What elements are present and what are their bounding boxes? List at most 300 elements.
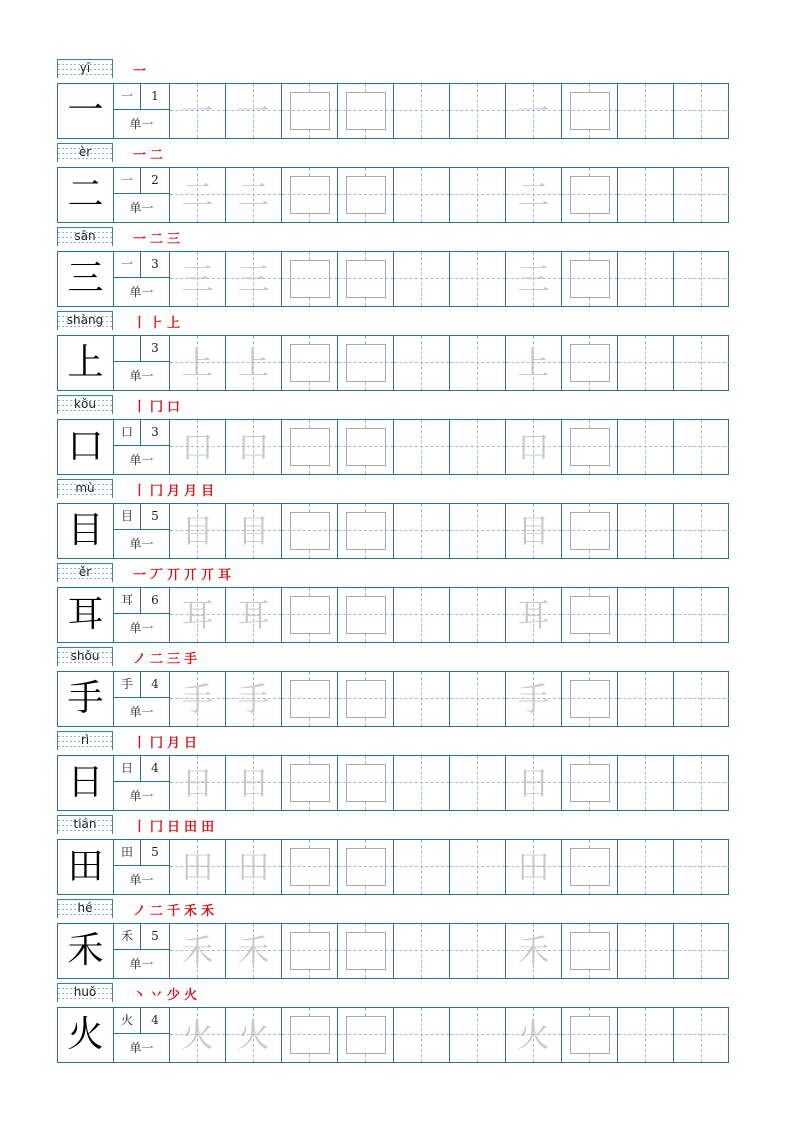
blank-cell	[618, 756, 674, 810]
writing-grid	[57, 83, 729, 139]
blank-cell	[674, 588, 730, 642]
main-character-cell	[58, 504, 114, 558]
trace-cell	[226, 504, 282, 558]
writing-grid	[57, 335, 729, 391]
blank-cell	[394, 1008, 450, 1062]
pinyin-text: tián	[73, 817, 97, 831]
trace-character: 火	[237, 1016, 270, 1054]
trace-character: 手	[517, 680, 550, 718]
writing-box	[290, 596, 330, 634]
trace-character: 一	[237, 92, 270, 130]
box-cell	[338, 336, 394, 390]
structure-label: 单一	[129, 537, 154, 551]
stroke-step: 丨	[133, 316, 147, 331]
trace-character: 上	[237, 344, 270, 382]
trace-cell	[170, 252, 226, 306]
info-cell	[114, 672, 170, 726]
writing-box	[570, 428, 610, 466]
stroke-step: 三	[167, 232, 181, 247]
pinyin-text: mù	[75, 481, 95, 495]
pinyin-box	[57, 647, 113, 666]
blank-cell	[618, 252, 674, 306]
main-character-cell	[58, 1008, 114, 1062]
stroke-count: 3	[141, 252, 169, 278]
box-cell	[562, 420, 618, 474]
writing-box	[290, 680, 330, 718]
main-character: 上	[67, 342, 104, 383]
main-character: 日	[67, 762, 104, 803]
stroke-step: 二	[150, 904, 164, 919]
character-row	[57, 644, 729, 728]
structure-label: 单一	[129, 369, 154, 383]
box-cell	[282, 588, 338, 642]
blank-cell	[674, 252, 730, 306]
trace-cell	[226, 168, 282, 222]
stroke-order	[133, 732, 197, 752]
writing-box	[290, 176, 330, 214]
writing-grid	[57, 251, 729, 307]
writing-box	[290, 848, 330, 886]
stroke-count: 3	[141, 420, 169, 446]
character-row	[57, 56, 729, 140]
stroke-order	[133, 228, 180, 248]
trace-character: 上	[181, 344, 214, 382]
trace-character: 禾	[517, 932, 550, 970]
main-character-cell	[58, 924, 114, 978]
stroke-step: 月	[184, 484, 198, 499]
main-character-cell	[58, 336, 114, 390]
trace-cell	[170, 588, 226, 642]
blank-cell	[450, 504, 506, 558]
writing-box	[570, 176, 610, 214]
trace-cell	[506, 84, 562, 138]
box-cell	[282, 420, 338, 474]
writing-grid	[57, 503, 729, 559]
stroke-step: ⺊	[150, 316, 164, 331]
blank-cell	[618, 504, 674, 558]
stroke-order	[133, 984, 197, 1004]
writing-box	[346, 428, 386, 466]
trace-character: 禾	[237, 932, 270, 970]
stroke-step: 丨	[133, 820, 147, 835]
trace-character: 田	[517, 848, 550, 886]
trace-cell	[170, 840, 226, 894]
radical: 日	[114, 756, 141, 782]
writing-box	[346, 512, 386, 550]
stroke-step: 禾	[184, 904, 198, 919]
box-cell	[562, 756, 618, 810]
writing-box	[570, 764, 610, 802]
box-cell	[338, 420, 394, 474]
trace-cell	[226, 840, 282, 894]
blank-cell	[450, 756, 506, 810]
blank-cell	[450, 672, 506, 726]
trace-character: 火	[181, 1016, 214, 1054]
trace-character: 三	[181, 260, 214, 298]
info-cell	[114, 84, 170, 138]
blank-cell	[674, 924, 730, 978]
character-row	[57, 140, 729, 224]
trace-cell	[506, 588, 562, 642]
stroke-step: 冂	[150, 820, 164, 835]
trace-character: 上	[517, 344, 550, 382]
main-character-cell	[58, 756, 114, 810]
stroke-step: 一	[133, 232, 147, 247]
stroke-step: 禾	[201, 904, 215, 919]
writing-box	[346, 92, 386, 130]
writing-box	[346, 680, 386, 718]
info-cell	[114, 168, 170, 222]
stroke-step: 上	[167, 316, 181, 331]
radical: 田	[114, 840, 141, 866]
trace-cell	[170, 924, 226, 978]
writing-grid	[57, 755, 729, 811]
writing-grid	[57, 167, 729, 223]
box-cell	[562, 504, 618, 558]
stroke-step: 丨	[133, 736, 147, 751]
trace-cell	[170, 672, 226, 726]
structure-label: 单一	[129, 705, 154, 719]
stroke-step: 丨	[133, 400, 147, 415]
box-cell	[282, 84, 338, 138]
box-cell	[562, 1008, 618, 1062]
main-character: 口	[67, 426, 104, 467]
stroke-step: 三	[167, 652, 181, 667]
character-row	[57, 896, 729, 980]
box-cell	[338, 168, 394, 222]
blank-cell	[394, 924, 450, 978]
writing-box	[570, 260, 610, 298]
stroke-step: 丷	[150, 988, 164, 1003]
stroke-step: 丌	[201, 568, 215, 583]
trace-character: 口	[181, 428, 214, 466]
trace-character: 口	[517, 428, 550, 466]
main-character-cell	[58, 252, 114, 306]
trace-cell	[506, 756, 562, 810]
box-cell	[562, 588, 618, 642]
blank-cell	[618, 1008, 674, 1062]
stroke-step: 千	[167, 904, 181, 919]
writing-box	[570, 680, 610, 718]
stroke-step: 口	[167, 400, 181, 415]
trace-character: 三	[517, 260, 550, 298]
stroke-step: 二	[150, 652, 164, 667]
trace-character: 一	[181, 92, 214, 130]
stroke-step: 丨	[133, 484, 147, 499]
stroke-step: ノ	[133, 652, 147, 667]
stroke-step: 月	[167, 484, 181, 499]
stroke-step: 冂	[150, 736, 164, 751]
stroke-step: 田	[184, 820, 198, 835]
trace-character: 田	[237, 848, 270, 886]
stroke-step: 丌	[184, 568, 198, 583]
pinyin-text: sān	[74, 229, 96, 243]
structure-label: 单一	[129, 453, 154, 467]
blank-cell	[618, 336, 674, 390]
pinyin-box	[57, 899, 113, 918]
writing-box	[346, 1016, 386, 1054]
blank-cell	[394, 672, 450, 726]
main-character: 三	[67, 258, 104, 299]
trace-cell	[226, 1008, 282, 1062]
trace-cell	[506, 252, 562, 306]
stroke-count: 6	[141, 588, 169, 614]
blank-cell	[394, 168, 450, 222]
box-cell	[338, 672, 394, 726]
box-cell	[282, 168, 338, 222]
trace-cell	[226, 672, 282, 726]
blank-cell	[450, 168, 506, 222]
main-character: 二	[67, 174, 104, 215]
info-cell	[114, 504, 170, 558]
writing-box	[290, 932, 330, 970]
stroke-step: 目	[201, 484, 215, 499]
stroke-count: 3	[141, 336, 169, 362]
stroke-count: 5	[141, 840, 169, 866]
blank-cell	[674, 84, 730, 138]
box-cell	[282, 252, 338, 306]
pinyin-text: èr	[78, 145, 92, 159]
box-cell	[282, 336, 338, 390]
blank-cell	[450, 84, 506, 138]
structure-label: 单一	[129, 117, 154, 131]
trace-character: 目	[181, 512, 214, 550]
trace-character: 日	[237, 764, 270, 802]
pinyin-box	[57, 227, 113, 246]
trace-character: 耳	[517, 596, 550, 634]
writing-box	[290, 92, 330, 130]
blank-cell	[394, 504, 450, 558]
pinyin-text: huǒ	[73, 985, 97, 999]
structure-label: 单一	[129, 873, 154, 887]
stroke-step: 少	[167, 988, 181, 1003]
character-row	[57, 812, 729, 896]
writing-grid	[57, 419, 729, 475]
blank-cell	[450, 588, 506, 642]
pinyin-text: kǒu	[74, 397, 96, 411]
info-cell	[114, 840, 170, 894]
box-cell	[282, 672, 338, 726]
stroke-order	[133, 900, 214, 920]
writing-grid	[57, 671, 729, 727]
radical: 一	[114, 252, 141, 278]
box-cell	[338, 924, 394, 978]
box-cell	[338, 504, 394, 558]
trace-character: 手	[181, 680, 214, 718]
blank-cell	[450, 252, 506, 306]
box-cell	[282, 504, 338, 558]
writing-box	[346, 932, 386, 970]
box-cell	[338, 756, 394, 810]
box-cell	[562, 336, 618, 390]
writing-box	[290, 1016, 330, 1054]
stroke-count: 4	[141, 1008, 169, 1034]
writing-grid	[57, 923, 729, 979]
box-cell	[338, 84, 394, 138]
trace-cell	[170, 1008, 226, 1062]
box-cell	[282, 840, 338, 894]
writing-box	[570, 848, 610, 886]
trace-cell	[226, 588, 282, 642]
stroke-step: 一	[133, 568, 147, 583]
radical: 禾	[114, 924, 141, 950]
stroke-order	[133, 60, 146, 80]
writing-grid	[57, 587, 729, 643]
blank-cell	[618, 840, 674, 894]
pinyin-text: yī	[79, 61, 91, 75]
trace-cell	[506, 672, 562, 726]
trace-character: 日	[181, 764, 214, 802]
stroke-step: 田	[201, 820, 215, 835]
structure-label: 单一	[129, 957, 154, 971]
stroke-count: 5	[141, 504, 169, 530]
blank-cell	[674, 504, 730, 558]
character-row	[57, 560, 729, 644]
writing-box	[290, 764, 330, 802]
trace-character: 二	[181, 176, 214, 214]
pinyin-box	[57, 563, 113, 582]
box-cell	[338, 840, 394, 894]
character-row	[57, 224, 729, 308]
trace-character: 耳	[181, 596, 214, 634]
stroke-order	[133, 564, 231, 584]
pinyin-text: ěr	[78, 565, 92, 579]
box-cell	[562, 168, 618, 222]
stroke-step: 一	[133, 64, 147, 79]
blank-cell	[450, 840, 506, 894]
trace-cell	[226, 756, 282, 810]
main-character: 耳	[67, 594, 104, 635]
stroke-step: 日	[184, 736, 198, 751]
trace-cell	[506, 840, 562, 894]
trace-character: 日	[517, 764, 550, 802]
character-row	[57, 476, 729, 560]
trace-cell	[506, 420, 562, 474]
trace-cell	[506, 1008, 562, 1062]
radical: 一	[114, 168, 141, 194]
writing-box	[570, 92, 610, 130]
box-cell	[338, 1008, 394, 1062]
box-cell	[338, 588, 394, 642]
structure-label: 单一	[129, 789, 154, 803]
character-row	[57, 728, 729, 812]
trace-character: 田	[181, 848, 214, 886]
stroke-count: 4	[141, 672, 169, 698]
trace-character: 二	[517, 176, 550, 214]
main-character: 手	[67, 678, 104, 719]
stroke-step: 丆	[150, 568, 164, 583]
radical: 目	[114, 504, 141, 530]
structure-label: 单一	[129, 621, 154, 635]
main-character: 田	[67, 846, 104, 887]
trace-cell	[170, 336, 226, 390]
blank-cell	[394, 84, 450, 138]
box-cell	[282, 924, 338, 978]
blank-cell	[674, 672, 730, 726]
trace-cell	[170, 420, 226, 474]
box-cell	[282, 756, 338, 810]
trace-cell	[226, 336, 282, 390]
trace-cell	[170, 168, 226, 222]
writing-box	[290, 260, 330, 298]
blank-cell	[618, 588, 674, 642]
writing-box	[290, 344, 330, 382]
pinyin-box	[57, 59, 113, 78]
stroke-count: 5	[141, 924, 169, 950]
info-cell	[114, 420, 170, 474]
trace-cell	[226, 420, 282, 474]
box-cell	[338, 252, 394, 306]
blank-cell	[618, 672, 674, 726]
writing-box	[290, 428, 330, 466]
stroke-order	[133, 144, 163, 164]
stroke-step: 一	[133, 148, 147, 163]
info-cell	[114, 924, 170, 978]
trace-character: 目	[237, 512, 270, 550]
box-cell	[562, 84, 618, 138]
blank-cell	[450, 924, 506, 978]
writing-grid	[57, 1007, 729, 1063]
stroke-step: 耳	[218, 568, 232, 583]
stroke-count: 1	[141, 84, 169, 110]
structure-label: 单一	[129, 285, 154, 299]
main-character: 禾	[67, 930, 104, 971]
blank-cell	[450, 420, 506, 474]
writing-box	[346, 596, 386, 634]
box-cell	[562, 672, 618, 726]
stroke-step: ノ	[133, 904, 147, 919]
pinyin-text: rì	[80, 733, 90, 747]
blank-cell	[674, 420, 730, 474]
info-cell	[114, 252, 170, 306]
stroke-step: 二	[150, 232, 164, 247]
trace-character: 手	[237, 680, 270, 718]
info-cell	[114, 756, 170, 810]
pinyin-box	[57, 143, 113, 162]
structure-label: 单一	[129, 1041, 154, 1055]
stroke-order	[133, 816, 214, 836]
main-character-cell	[58, 672, 114, 726]
trace-cell	[506, 924, 562, 978]
writing-box	[570, 512, 610, 550]
blank-cell	[674, 336, 730, 390]
trace-character: 口	[237, 428, 270, 466]
trace-character: 禾	[181, 932, 214, 970]
radical: 火	[114, 1008, 141, 1034]
main-character-cell	[58, 840, 114, 894]
main-character: 目	[67, 510, 104, 551]
pinyin-box	[57, 731, 113, 750]
box-cell	[282, 1008, 338, 1062]
pinyin-text: shàng	[66, 313, 104, 327]
blank-cell	[618, 924, 674, 978]
writing-box	[346, 764, 386, 802]
pinyin-text: hé	[77, 901, 93, 915]
stroke-count: 4	[141, 756, 169, 782]
writing-box	[346, 344, 386, 382]
writing-box	[346, 848, 386, 886]
stroke-order	[133, 648, 197, 668]
blank-cell	[618, 84, 674, 138]
stroke-step: 冂	[150, 400, 164, 415]
stroke-step: 丌	[167, 568, 181, 583]
trace-cell	[506, 168, 562, 222]
main-character: 火	[67, 1014, 104, 1055]
trace-character: 一	[517, 92, 550, 130]
blank-cell	[618, 420, 674, 474]
trace-character: 耳	[237, 596, 270, 634]
character-row	[57, 980, 729, 1064]
